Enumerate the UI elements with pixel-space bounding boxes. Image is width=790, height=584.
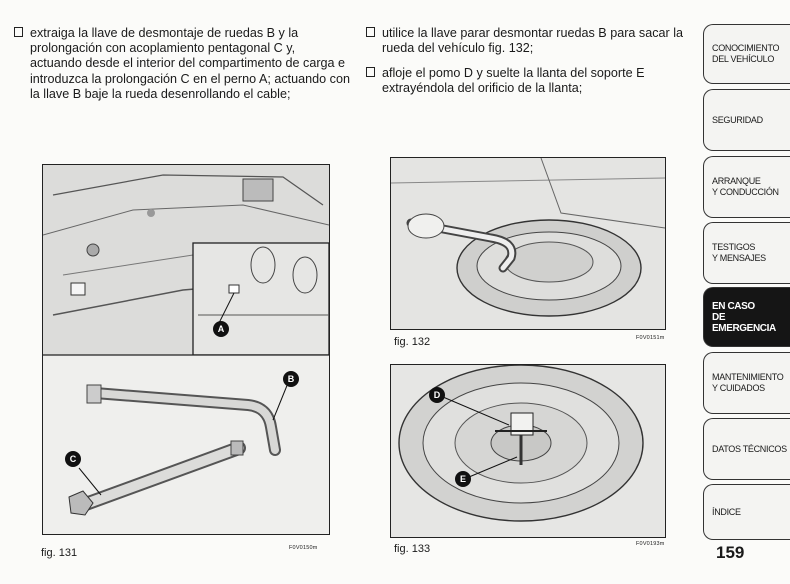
figure-132-label: fig. 132 (394, 336, 431, 348)
figure-132-code: F0V0151m (636, 335, 665, 341)
tab-arranque-conduccion[interactable] (703, 156, 790, 218)
bullet-square-icon (366, 67, 375, 77)
callout-d-badge: D (429, 387, 445, 403)
callout-a-badge: A (213, 321, 229, 337)
tab-label-line2: DEL VEHÍCULO (712, 54, 775, 64)
tab-label-line1: DATOS TÉCNICOS (712, 443, 787, 454)
figure-133 (390, 364, 666, 538)
tab-mantenimiento-cuidados[interactable] (703, 352, 790, 414)
callout-e-badge: E (455, 471, 471, 487)
figure-133-label: fig. 133 (394, 543, 431, 555)
tab-label-line2: Y MENSAJES (712, 253, 766, 263)
tab-label-line2: Y CUIDADOS (712, 383, 765, 393)
instruction-text: afloje el pomo D y suelte la llanta del soporte E extrayéndola del orificio de la llanta; (382, 66, 645, 96)
figure-131-label: fig. 131 (41, 547, 78, 559)
tab-label-line1: MANTENIMIENTO (712, 372, 784, 382)
tab-label-line1: ÍNDICE (712, 506, 741, 517)
callout-c-badge: C (65, 451, 81, 467)
tab-en-caso-emergencia[interactable] (703, 287, 790, 347)
tab-label-line1: ARRANQUE (712, 176, 761, 186)
tab-label-line2: DE EMERGENCIA (712, 311, 776, 334)
instruction-text: utilice la llave parar desmontar ruedas B para sacar la rueda del vehículo fig. 132; (382, 26, 684, 56)
left-text-block (14, 26, 350, 102)
figure-131 (42, 164, 330, 535)
page-number: 159 (716, 543, 745, 562)
tab-label-line1: SEGURIDAD (712, 114, 763, 125)
figure-132 (390, 157, 666, 330)
figure-132-illustration (391, 158, 665, 329)
tab-label-line2: Y CONDUCCIÓN (712, 187, 779, 197)
tab-label-line1: EN CASO (712, 300, 755, 312)
tab-seguridad[interactable] (703, 89, 790, 151)
tab-datos-tecnicos[interactable] (703, 418, 790, 480)
figure-131-code: F0V0150m (289, 545, 318, 551)
figure-131-illustration (43, 165, 329, 534)
tab-testigos-mensajes[interactable] (703, 222, 790, 284)
tab-label-line1: TESTIGOS (712, 242, 756, 252)
tab-conocimiento-vehiculo[interactable] (703, 24, 790, 84)
figure-133-code: F0V0193m (636, 541, 665, 547)
instruction-text: extraiga la llave de desmontaje de ruedas B y la prolongación con acoplamiento pentagonal C y, actuando desde el interior del compartimento de carga e introduzca la prolongación C en el perno A; actuando con la llave B baje la rueda desenrollando el cable; (30, 26, 350, 101)
bullet-square-icon (14, 27, 23, 37)
callout-b-badge: B (283, 371, 299, 387)
bullet-square-icon (366, 27, 375, 37)
tab-label-line1: CONOCIMIENTO (712, 43, 780, 53)
right-text-block-2 (366, 66, 696, 96)
tab-indice[interactable] (703, 484, 790, 540)
right-text-block-1 (366, 26, 696, 56)
